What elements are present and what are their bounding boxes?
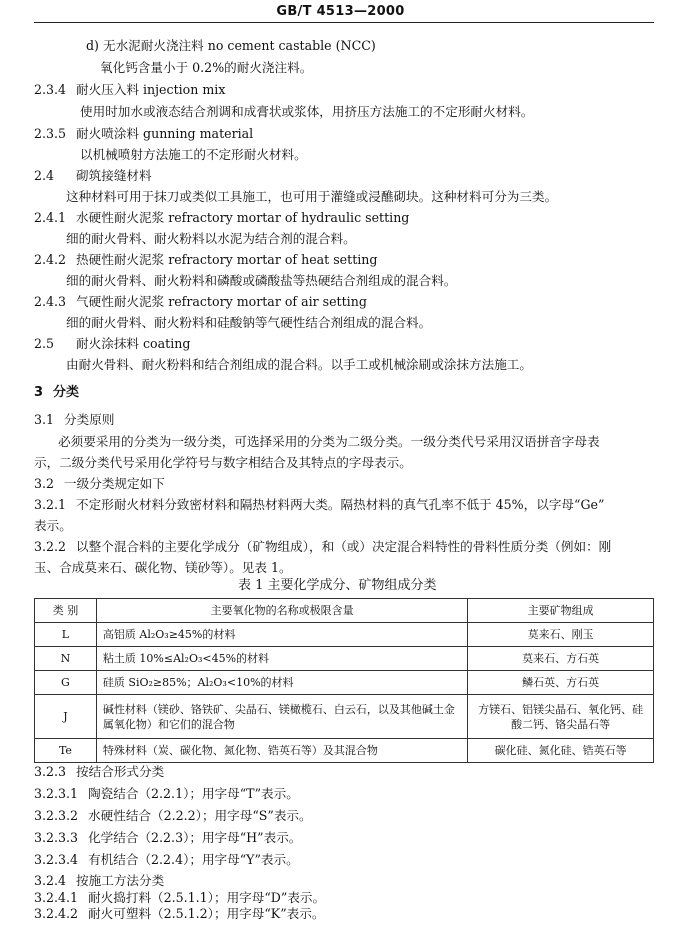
item-d-desc: 氧化钙含量小于 0.2%的耐火浇注料。 [100,60,313,75]
clause-number: 3.2.1 [34,497,67,512]
clause-2-4-1-desc: 细的耐火骨料、耐火粉料以水泥为结合剂的混合料。 [66,231,356,246]
clause-text: 水硬性结合（2.2.2）；用字母“S”表示。 [88,808,312,823]
clause-3-2-3-3 [34,830,301,846]
clause-3-2 [34,476,165,492]
section-number: 3 [34,385,44,400]
clause-number: 2.4.2 [34,252,67,267]
oxide-cell: 特殊材料（炭、碳化物、氮化物、锆英石等）及其混合物 [96,739,467,763]
mineral-cell: 碳化硅、氮化硅、锆英石等 [468,739,654,763]
clause-3-2-2 [34,539,611,555]
clause-title: 耐火喷涂料 gunning material [76,126,254,141]
item-d-title: d) 无水泥耐火浇注料 no cement castable (NCC) [86,38,376,53]
mineral-cell: 方镁石、铝镁尖晶石、氧化钙、硅酸二钙、铬尖晶石等 [468,695,654,739]
clause-text: 化学结合（2.2.3）；用字母“H”表示。 [88,830,302,845]
table-row [35,623,654,647]
table-row [35,671,654,695]
clause-number: 2.4.1 [34,210,67,225]
clause-text: 陶瓷结合（2.2.1）；用字母“T”表示。 [88,786,299,801]
header-oxide: 主要氧化物的名称或极限含量 [96,599,467,623]
table-row [35,647,654,671]
header-rule [34,22,654,23]
clause-number: 3.2.2 [34,539,67,554]
clause-number: 2.5 [34,336,55,351]
clause-text: 耐火可塑料（2.5.1.2）；用字母“K”表示。 [88,906,325,921]
clause-number: 3.2.4 [34,873,67,888]
clause-2-4 [34,168,152,184]
oxide-cell: 碱性材料（镁砂、铬铁矿、尖晶石、镁橄榄石、白云石，以及其他碱土金属氧化物）和它们的混合物 [96,695,467,739]
clause-3-2-3-2 [34,808,312,824]
section-3-heading [34,385,79,401]
clause-number: 3.2.3 [34,764,67,779]
clause-number: 3.2.4.1 [34,890,79,905]
header-category: 类 别 [35,599,97,623]
clause-title: 热硬性耐火泥浆 refractory mortar of heat setting [76,252,378,267]
table-header-row [35,599,654,623]
clause-2-4-2 [34,252,377,268]
clause-2-5-desc: 由耐火骨料、耐火粉料和结合剂组成的混合料。以手工或机械涂刷或涂抹方法施工。 [66,357,532,372]
header-mineral: 主要矿物组成 [468,599,654,623]
clause-title: 水硬性耐火泥浆 refractory mortar of hydraulic setting [76,210,410,225]
clause-2-3-5-desc: 以机械喷射方法施工的不定形耐火材料。 [80,147,307,162]
clause-3-2-3-1 [34,786,299,802]
clause-3-2-4 [34,873,164,889]
clause-number: 2.4.3 [34,294,67,309]
category-cell: J [35,695,97,739]
mineral-cell: 莫来石、方石英 [468,647,654,671]
clause-3-1 [34,412,114,428]
table-row [35,695,654,739]
clause-text: 不定形耐火材料分致密材料和隔热材料两大类。隔热材料的真气孔率不低于 45%，以字母“Ge” [76,497,605,512]
clause-number: 3.2.3.4 [34,852,79,867]
category-cell: G [35,671,97,695]
clause-number: 3.2.3.3 [34,830,79,845]
classification-table [34,598,654,763]
clause-number: 2.3.4 [34,82,67,97]
clause-3-1-para-line-2: 示，二级分类代号采用化学符号与数字相结合及其特点的字母表示。 [34,455,412,470]
category-cell: N [35,647,97,671]
section-title: 分类 [53,385,80,400]
clause-3-2-2-line-2: 玉、合成莫来石、碳化物、镁砂等）。见表 1。 [34,560,292,575]
clause-text: 耐火捣打料（2.5.1.1）；用字母“D”表示。 [88,890,326,905]
clause-number: 2.4 [34,168,55,183]
clause-2-5 [34,336,190,352]
clause-number: 3.2 [34,476,55,491]
clause-title: 耐火压入料 injection mix [76,82,226,97]
clause-2-4-1 [34,210,409,226]
clause-number: 3.2.4.2 [34,906,79,921]
oxide-cell: 粘土质 10%≤Al₂O₃<45%的材料 [96,647,467,671]
category-cell: L [35,623,97,647]
clause-2-4-3 [34,294,367,310]
clause-title: 一级分类规定如下 [64,476,165,491]
mineral-cell: 鳞石英、方石英 [468,671,654,695]
clause-3-2-1-line-2: 表示。 [34,518,72,533]
table-caption: 表 1 主要化学成分、矿物组成分类 [238,578,437,593]
clause-title: 砌筑接缝材料 [76,168,152,183]
category-cell: Te [35,739,97,763]
clause-2-3-5 [34,126,253,142]
clause-title: 分类原则 [64,412,115,427]
clause-text: 有机结合（2.2.4）；用字母“Y”表示。 [88,852,299,867]
mineral-cell: 莫来石、刚玉 [468,623,654,647]
clause-3-2-4-2 [34,906,324,922]
clause-2-4-2-desc: 细的耐火骨料、耐火粉料和磷酸或磷酸盐等热硬结合剂组成的混合料。 [66,273,457,288]
clause-3-2-4-1 [34,890,325,906]
clause-2-4-desc: 这种材料可用于抹刀或类似工具施工，也可用于灌缝或浸醮砌块。这种材料可分为三类。 [66,189,558,204]
clause-number: 3.2.3.2 [34,808,79,823]
oxide-cell: 硅质 SiO₂≥85%；Al₂O₃<10%的材料 [96,671,467,695]
page-header: GB/T 4513—2000 [276,4,405,19]
clause-title: 耐火涂抹料 coating [76,336,191,351]
clause-title: 按施工方法分类 [76,873,165,888]
clause-number: 3.1 [34,412,55,427]
clause-number: 2.3.5 [34,126,67,141]
clause-number: 3.2.3.1 [34,786,79,801]
clause-title: 按结合形式分类 [76,764,165,779]
clause-3-2-3-4 [34,852,299,868]
clause-text: 以整个混合料的主要化学成分（矿物组成），和（或）决定混合料特性的骨料性质分类（例如：刚 [76,539,612,554]
oxide-cell: 高铝质 Al₂O₃≥45%的材料 [96,623,467,647]
table-row [35,739,654,763]
clause-title: 气硬性耐火泥浆 refractory mortar of air setting [76,294,367,309]
clause-3-2-3 [34,764,164,780]
clause-2-4-3-desc: 细的耐火骨料、耐火粉料和硅酸钠等气硬性结合剂组成的混合料。 [66,315,432,330]
clause-2-3-4 [34,82,225,98]
clause-3-1-para-line-1: 必须要采用的分类为一级分类，可选择采用的分类为二级分类。一级分类代号采用汉语拼音字母表 [58,434,600,449]
clause-2-3-4-desc: 使用时加水或液态结合剂调和成膏状或浆体，用挤压方法施工的不定形耐火材料。 [80,104,534,119]
clause-3-2-1 [34,497,604,513]
